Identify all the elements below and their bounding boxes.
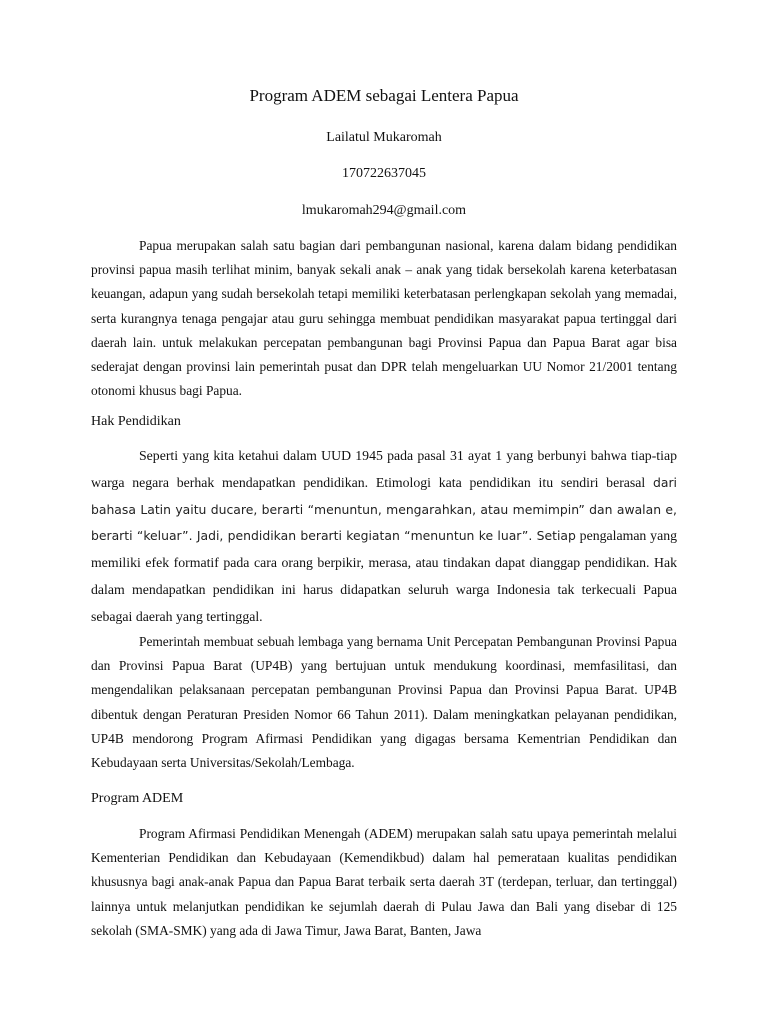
paragraph-text-serif-a: Seperti yang kita ketahui dalam UUD 1945 pada pasal 31 ayat 1 yang berbunyi bahwa tiap-tiap warga negara berhak mendapatkan pendidikan. Etimologi kata pendidikan itu sendiri berasal (91, 448, 677, 490)
section-heading-hak-pendidikan: Hak Pendidikan (91, 414, 181, 429)
intro-paragraph: Papua merupakan salah satu bagian dari pembangunan nasional, karena dalam bidang pendidikan provinsi papua masih terlihat minim, banyak sekali anak – anak yang tidak bersekolah karena keterbatasan keuangan, adapun yang sudah bersekolah tetapi memiliki keterbatasan perlengkapan sekolah yang memadai, serta kurangnya tenaga pengajar atau guru sehingga membuat pendidikan masyarakat papua tertinggal dari daerah lain. untuk melakukan percepatan pembangunan bagi Provinsi Papua dan Papua Barat agar bisa sederajat dengan provinsi lain pemerintah pusat dan DPR telah mengeluarkan UU Nomor 21/2001 tentang otonomi khusus bagi Papua. (91, 238, 677, 399)
document-title: Program ADEM sebagai Lentera Papua (249, 86, 519, 105)
paragraph-text-serif-b: pengalaman yang memiliki efek formatif pada cara orang berpikir, merasa, atau tindakan dapat dianggap pendidikan. Hak dalam mendapatkan pendidikan ini harus didapatkan seluruh warga Indonesia tak terkecuali Papua sebagai daerah yang tertinggal. (91, 528, 677, 624)
student-id: 170722637045 (342, 166, 426, 181)
hak-pendidikan-paragraph-2: Pemerintah membuat sebuah lembaga yang bernama Unit Percepatan Pembangunan Provinsi Papua dan Provinsi Papua Barat (UP4B) yang bertujuan untuk mendukung koordinasi, memfasilitasi, dan mengendalikan pelaksanaan percepatan pembangunan Provinsi Papua dan Provinsi Papua Barat. UP4B dibentuk dengan Peraturan Presiden Nomor 66 Tahun 2011). Dalam meningkatkan pelayanan pendidikan, UP4B mendorong Program Afirmasi Pendidikan yang digagas bersama Kementrian Pendidikan dan Kebudayaan serta Universitas/Sekolah/Lembaga. (91, 634, 677, 771)
section-heading-program-adem: Program ADEM (91, 791, 184, 806)
author-email: lmukaromah294@gmail.com (301, 203, 467, 218)
author-name: Lailatul Mukaromah (326, 130, 442, 145)
paragraph-text-sans: dari bahasa Latin yaitu ducare, berarti “menuntun, mengarahkan, atau memimpin” dan awalan e, berarti “keluar”. Jadi, pendidikan berarti kegiatan “menuntun ke luar”. Setiap (91, 474, 677, 544)
hak-pendidikan-paragraph-1 (91, 443, 677, 631)
program-adem-paragraph-1: Program Afirmasi Pendidikan Menengah (ADEM) merupakan salah satu upaya pemerintah melalui Kementerian Pendidikan dan Kebudayaan (Kemendikbud) dalam hal pemerataan kualitas pendidikan khususnya bagi anak-anak Papua dan Papua Barat terbaik serta daerah 3T (terdepan, terluar, dan tertinggal) lainnya untuk melanjutkan pendidikan ke sejumlah daerah di Pulau Jawa dan Bali yang disebar di 125 sekolah (SMA-SMK) yang ada di Jawa Timur, Jawa Barat, Banten, Jawa (91, 826, 677, 938)
